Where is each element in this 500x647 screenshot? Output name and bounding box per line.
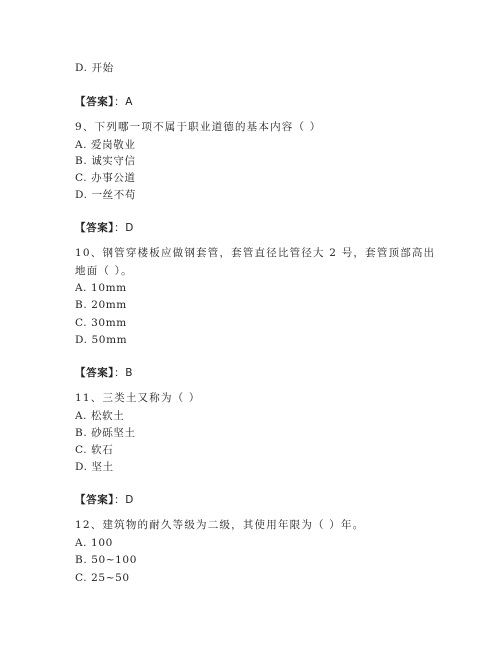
answer-value: D [125,494,134,506]
option-12-a: A. 100 [75,537,113,549]
question-11: 11、三类土又称为（ ） [75,392,201,404]
option-9-a: A. 爱岗敬业 [75,139,136,151]
answer-separator: ： [114,96,126,108]
option-10-d: D. 50mm [75,334,128,346]
option-10-b: B. 20mm [75,299,127,311]
option-11-d: D. 坚土 [75,461,114,473]
question-10-line-2: 地面（ ）。 [75,265,133,277]
option-12-c: C. 25~50 [75,572,130,584]
option-9-c: C. 办事公道 [75,172,136,184]
answer-value: B [125,367,134,379]
answer-label: 【答案】 [75,222,115,234]
answer-11 [75,493,134,507]
option-9-b: B. 诚实守信 [75,155,136,167]
answer-9 [75,221,134,235]
option-11-a: A. 松软土 [75,410,125,422]
answer-10 [75,366,133,380]
option-10-c: C. 30mm [75,317,127,329]
option-8-d: D. 开始 [75,62,114,74]
option-11-b: B. 砂砾坚土 [75,427,136,439]
question-10-line-1: 10、钢管穿楼板应做钢套管，套管直径比管径大 2 号，套管顶部高出 [75,247,436,259]
answer-separator: ： [114,494,126,506]
option-12-b: B. 50~100 [75,554,137,566]
answer-8 [75,95,133,109]
option-9-d: D. 一丝不苟 [75,189,136,201]
question-12: 12、建筑物的耐久等级为二级，其使用年限为（ ）年。 [75,519,365,531]
answer-label: 【答案】 [75,494,115,506]
question-9: 9、下列哪一项不属于职业道德的基本内容（ ） [75,121,322,133]
option-10-a: A. 10mm [75,282,127,294]
answer-label: 【答案】 [75,367,115,379]
answer-separator: ： [114,367,126,379]
answer-value: A [125,96,134,108]
answer-separator: ： [114,222,126,234]
answer-value: D [125,222,134,234]
answer-label: 【答案】 [75,96,115,108]
option-11-c: C. 软石 [75,444,114,456]
